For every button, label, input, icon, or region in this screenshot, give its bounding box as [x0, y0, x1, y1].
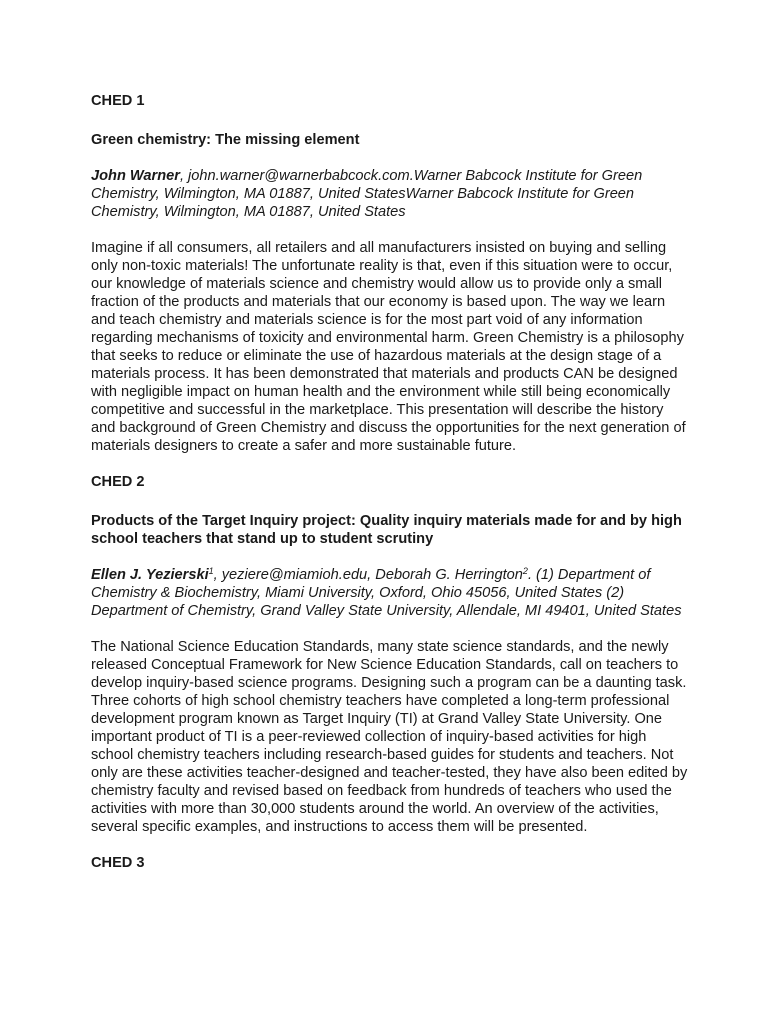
abstract-code: CHED 1 — [91, 93, 145, 109]
abstract-entry-ched-2 — [91, 473, 691, 836]
abstract-entry-ched-3 — [91, 854, 691, 872]
author-name: John Warner — [91, 168, 180, 184]
author-line — [91, 167, 691, 221]
author-footnote-1: 1 — [208, 566, 214, 576]
document-page — [91, 92, 691, 893]
abstract-code: CHED 3 — [91, 855, 145, 871]
abstract-body: The National Science Education Standards, many state science standards, and the newly released Conceptual Framework for New Science Education Standards, call on teachers to develop inquiry-based science programs. Designing such a program can be a daunting task. Three cohorts of high school chemistry teachers have completed a long-term professional development program known as Target Inquiry (TI) at Grand Valley State University. One important product of TI is a peer-reviewed collection of inquiry-based activities for high school chemistry teachers including research-based guides for students and teachers. Not only are these activities teacher-designed and teacher-tested, they have also been edited by chemistry faculty and revised based on feedback from hundreds of teachers who used the activities with more than 30,000 students around the world. An overview of the activities, several specific examples, and instructions to access them will be presented. — [91, 639, 688, 835]
author-line — [91, 566, 691, 620]
abstract-entry-ched-1 — [91, 92, 691, 455]
author-name: Ellen J. Yezierski — [91, 567, 209, 583]
abstract-title: Products of the Target Inquiry project: Quality inquiry materials made for and by high school teachers that stand up to student scrutiny — [91, 513, 682, 547]
author-footnote-2: 2 — [522, 566, 528, 576]
abstract-title: Green chemistry: The missing element — [91, 132, 360, 148]
author-affiliation: , john.warner@warnerbabcock.com.Warner Babcock Institute for Green Chemistry, Wilmington, MA 01887, United StatesWarner Babcock Institute for Green Chemistry, Wilmington, MA 01887, United States — [91, 168, 643, 220]
author-affiliation: . (1) Department of Chemistry & Biochemistry, Miami University, Oxford, Ohio 45056, United States (2) Department of Chemistry, Grand Valley State University, Allendale, MI 49401, United States — [91, 567, 682, 619]
abstract-body: Imagine if all consumers, all retailers and all manufacturers insisted on buying and selling only non-toxic materials! The unfortunate reality is that, even if this situation were to occur, our knowledge of materials science and chemistry would allow us to provide only a small fraction of the products and materials that our economy is based upon. The way we learn and teach chemistry and materials science is for the most part void of any information regarding mechanisms of toxicity and environmental harm. Green Chemistry is a philosophy that seeks to reduce or eliminate the use of hazardous materials at the design stage of a materials process. It has been demonstrated that materials and products CAN be designed with negligible impact on human health and the environment while still being economically competitive and successful in the marketplace. This presentation will describe the history and background of Green Chemistry and discuss the opportunities for the next generation of materials designers to create a safer and more sustainable future. — [91, 240, 686, 454]
abstract-code: CHED 2 — [91, 474, 145, 490]
author-email-coauthor: , yeziere@miamioh.edu, Deborah G. Herrington — [213, 567, 523, 583]
